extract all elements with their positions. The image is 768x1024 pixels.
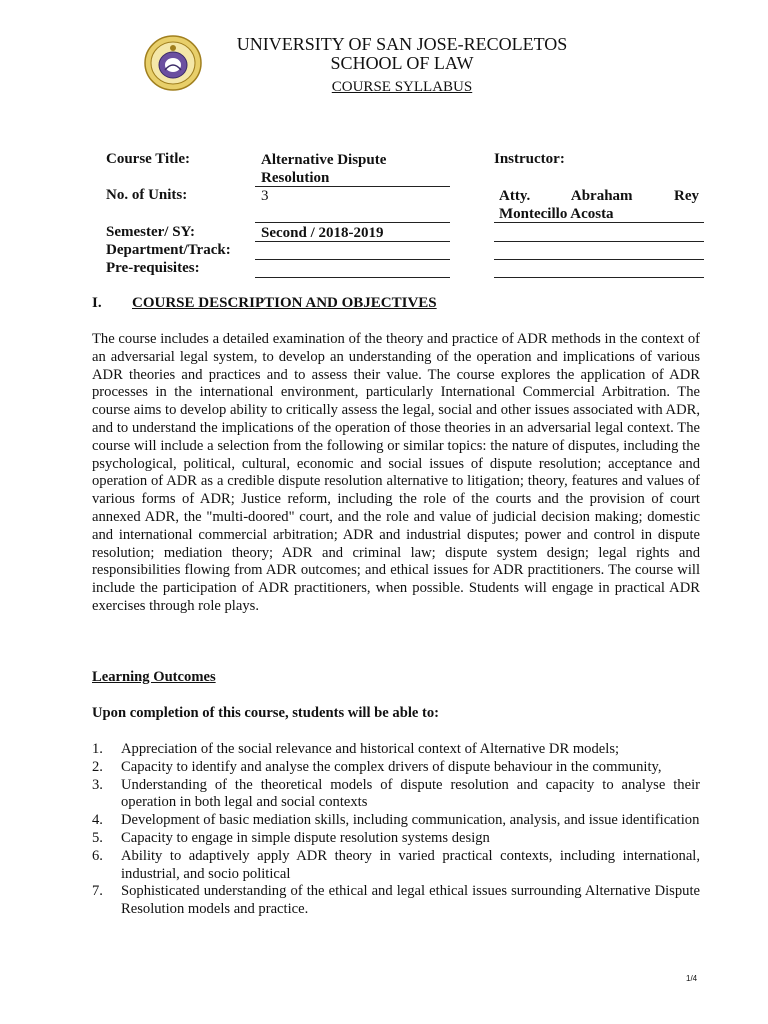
department-label: Department/Track: bbox=[106, 242, 231, 258]
section-heading bbox=[92, 295, 437, 312]
instructor-value-line1 bbox=[499, 187, 699, 205]
prerequisites-label: Pre-requisites: bbox=[106, 260, 200, 276]
section-title: COURSE DESCRIPTION AND OBJECTIVES bbox=[132, 295, 437, 311]
units-underline bbox=[255, 222, 450, 223]
semester-label: Semester/ SY: bbox=[106, 224, 196, 240]
learning-outcomes-intro: Upon completion of this course, students will be able to: bbox=[92, 705, 440, 721]
course-title-value-line2: Resolution bbox=[261, 170, 330, 186]
course-title-label: Course Title: bbox=[106, 151, 191, 167]
list-item: 2. Capacity to identify and analyse the complex drivers of dispute behaviour in the community, bbox=[92, 758, 662, 775]
list-item: 6. Ability to adaptively apply ADR theory in varied practical contexts, including international, industrial, and socio political bbox=[92, 847, 700, 882]
document-title: COURSE SYLLABUS bbox=[331, 79, 473, 95]
instructor-value-line2: Montecillo Acosta bbox=[499, 206, 614, 222]
instructor-label: Instructor: bbox=[494, 151, 565, 167]
list-item: 5. Capacity to engage in simple dispute resolution systems design bbox=[92, 829, 490, 846]
learning-outcomes-list bbox=[92, 741, 700, 919]
semester-underline bbox=[255, 241, 450, 242]
learning-outcomes-heading: Learning Outcomes bbox=[92, 669, 216, 685]
university-name: UNIVERSITY OF SAN JOSE-RECOLETOS bbox=[236, 34, 568, 54]
list-item: 4. Development of basic mediation skills, including communication, analysis, and issue identification bbox=[92, 812, 700, 829]
list-item: 7. Sophisticated understanding of the ethical and legal ethical issues surrounding Alternative Dispute Resolution models and practice. bbox=[92, 883, 700, 918]
prerequisites-underline bbox=[255, 277, 450, 278]
department-underline bbox=[255, 259, 450, 260]
semester-value: Second / 2018-2019 bbox=[261, 225, 384, 241]
course-title-underline bbox=[255, 186, 450, 187]
list-item: 1. Appreciation of the social relevance and historical context of Alternative DR models; bbox=[92, 741, 620, 757]
instructor-extra-underline-1 bbox=[494, 241, 704, 242]
instructor-underline bbox=[494, 222, 704, 223]
list-item: 3. Understanding of the theoretical models of dispute resolution and capacity to analyse their operation in both legal and social contexts bbox=[92, 776, 700, 811]
instructor-extra-underline-2 bbox=[494, 259, 704, 260]
course-description: The course includes a detailed examination of the theory and practice of ADR methods in the context of an adversarial legal system, to develop an understanding of the operation and implications of various ADR theories and practices and to assess their value. The course explores the application of ADR processes in the international environment, particularly International Commercial Arbitration. The course aims to develop ability to critically assess the legal, social and other issues associated with ADR, and to understand the implications of the operation of those theories in an adversarial legal context. The course will include a selection from the following or similar topics: the nature of disputes, including the psychological, political, cultural, economic and social issues of dispute resolution; acceptance and operation of ADR as a credible dispute resolution alternative to litigation; theory, features and values of various forms of ADR; Justice reform, including the role of the courts and the provision of court annexed ADR, the "multi-doored" court, and the role and value of judicial decision making; domestic and international commercial arbitration; ADR and industrial disputes; power and control in dispute resolution; mediation theory; ADR and criminal law; dispute system design; legal rights and responsibilities flowing from ADR outcomes; and ethical issues for ADR practitioners. The course will include the participation of ADR practitioners, when possible. Students will engage in practical ADR exercises through role plays. bbox=[92, 331, 700, 614]
units-label: No. of Units: bbox=[106, 187, 188, 203]
course-title-value-line1: Alternative Dispute bbox=[261, 152, 387, 168]
section-number: I. bbox=[92, 295, 102, 311]
school-name: SCHOOL OF LAW bbox=[330, 53, 474, 73]
page-number: 1/4 bbox=[686, 974, 698, 983]
instructor-extra-underline-3 bbox=[494, 277, 704, 278]
units-value: 3 bbox=[261, 188, 269, 204]
instructor-first-line: Atty. Abraham Rey bbox=[499, 188, 699, 204]
